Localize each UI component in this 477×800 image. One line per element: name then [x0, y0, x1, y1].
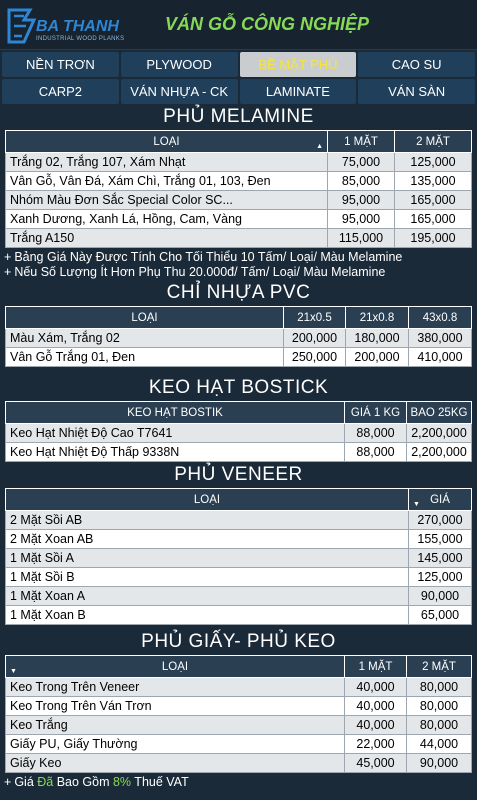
- column-header-loai[interactable]: LOẠI: [6, 489, 409, 511]
- vat-note: + Giá Đã Bao Gồm 8% Thuế VAT: [4, 775, 189, 789]
- table-row: Keo Hạt Nhiệt Độ Cao T7641 88,000 2,200,000: [6, 424, 472, 443]
- tab-van-nhua-ck[interactable]: VÁN NHỰA - CK: [121, 79, 238, 104]
- table-header: [6, 402, 472, 424]
- table-row: 1 Mặt Sồi B 125,000: [6, 568, 472, 587]
- table-header: [6, 307, 472, 329]
- pvc-table: [5, 306, 472, 367]
- tab-laminate[interactable]: LAMINATE: [240, 79, 357, 104]
- table-row: 1 Mặt Sồi A 145,000: [6, 549, 472, 568]
- table-row: 1 Mặt Xoan B 65,000: [6, 606, 472, 625]
- sort-down-icon: ▼: [10, 668, 17, 675]
- tab-van-san[interactable]: VÁN SÀN: [358, 79, 475, 104]
- table-row: Trắng A150 115,000 195,000: [6, 229, 472, 248]
- logo-subtitle: INDUSTRIAL WOOD PLANKS: [36, 36, 125, 42]
- giay-table: [5, 655, 472, 773]
- column-header-keo-hat[interactable]: KEO HẠT BOSTIK: [6, 402, 345, 424]
- column-header-2-mat[interactable]: 2 MẶT: [395, 131, 472, 153]
- table-row: Giấy PU, Giấy Thường 22,000 44,000: [6, 735, 472, 754]
- column-header-loai[interactable]: LOẠI ▼: [6, 656, 345, 678]
- veneer-table: [5, 488, 472, 625]
- table-row: 2 Mặt Sồi AB 270,000: [6, 511, 472, 530]
- table-row: Keo Trong Trên Veneer 40,000 80,000: [6, 678, 472, 697]
- tab-be-mat-phu[interactable]: BỀ MẶT PHỦ: [240, 52, 357, 77]
- table-header: [6, 131, 472, 153]
- plus-icon: +: [4, 775, 12, 789]
- column-header-loai[interactable]: LOẠI: [6, 307, 284, 329]
- category-tabs: [0, 50, 477, 104]
- melamine-note-1: + Bảng Giá Này Được Tính Cho Tối Thiểu 10 Tấm/ Loại/ Màu Melamine: [4, 250, 403, 264]
- column-header-21x05[interactable]: 21x0.5: [284, 307, 346, 329]
- sort-down-icon: ▼: [413, 501, 420, 508]
- logo[interactable]: [6, 6, 126, 46]
- tab-carp2[interactable]: CARP2: [2, 79, 119, 104]
- table-header: [6, 656, 472, 678]
- table-row: Keo Hạt Nhiệt Độ Thấp 9338N 88,000 2,200,000: [6, 443, 472, 462]
- table-row: Giấy Keo 45,000 90,000: [6, 754, 472, 773]
- sort-up-icon: ▲: [316, 143, 323, 150]
- column-header-bao-25kg[interactable]: BAO 25KG: [407, 402, 472, 424]
- table-row: Keo Trong Trên Ván Trơn 40,000 80,000: [6, 697, 472, 716]
- column-header-1-mat[interactable]: 1 MẶT: [328, 131, 395, 153]
- plus-icon: +: [4, 265, 12, 279]
- table-row: Vân Gỗ Trắng 01, Đen 250,000 200,000 410,000: [6, 348, 472, 367]
- tab-cao-su[interactable]: CAO SU: [358, 52, 475, 77]
- table-row: Nhóm Màu Đơn Sắc Special Color SC... 95,000 165,000: [6, 191, 472, 210]
- melamine-table: [5, 130, 472, 248]
- section-title-pvc: CHỈ NHỰA PVC: [166, 282, 311, 303]
- section-title-bostick: KEO HẠT BOSTICK: [148, 377, 329, 398]
- table-row: 1 Mặt Xoan A 90,000: [6, 587, 472, 606]
- column-header-21x08[interactable]: 21x0.8: [346, 307, 409, 329]
- column-header-2-mat[interactable]: 2 MẶT: [407, 656, 472, 678]
- table-row: Xanh Dương, Xanh Lá, Hồng, Cam, Vàng 95,000 165,000: [6, 210, 472, 229]
- column-header-gia-1kg[interactable]: GIÁ 1 KG: [345, 402, 407, 424]
- section-title-melamine: PHỦ MELAMINE: [163, 106, 314, 127]
- table-row: Màu Xám, Trắng 02 200,000 180,000 380,000: [6, 329, 472, 348]
- tab-nen-tron[interactable]: NỀN TRƠN: [2, 52, 119, 77]
- column-header-gia[interactable]: GIÁ ▼: [409, 489, 472, 511]
- table-row: Trắng 02, Trắng 107, Xám Nhạt 75,000 125,000: [6, 153, 472, 172]
- table-header: [6, 489, 472, 511]
- page-title: VÁN GỖ CÔNG NGHIỆP: [165, 14, 370, 34]
- section-title-giay: PHỦ GIẤY- PHỦ KEO: [141, 631, 336, 652]
- table-row: Keo Trắng 40,000 80,000: [6, 716, 472, 735]
- logo-mark-icon: [6, 6, 40, 46]
- column-header-1-mat[interactable]: 1 MẶT: [345, 656, 407, 678]
- header: [0, 0, 477, 50]
- table-row: 2 Mặt Xoan AB 155,000: [6, 530, 472, 549]
- column-header-43x08[interactable]: 43x0.8: [409, 307, 472, 329]
- plus-icon: +: [4, 250, 12, 264]
- logo-brand: BA THANH: [36, 18, 119, 35]
- tab-plywood[interactable]: PLYWOOD: [121, 52, 238, 77]
- bostick-table: [5, 401, 472, 462]
- column-header-loai[interactable]: LOẠI ▲: [6, 131, 328, 153]
- table-row: Vân Gỗ, Vân Đá, Xám Chì, Trắng 01, 103, Đen 85,000 135,000: [6, 172, 472, 191]
- section-title-veneer: PHỦ VENEER: [174, 464, 303, 485]
- melamine-note-2: + Nếu Số Lượng Ít Hơn Phụ Thu 20.000đ/ Tấm/ Loại/ Màu Melamine: [4, 265, 386, 279]
